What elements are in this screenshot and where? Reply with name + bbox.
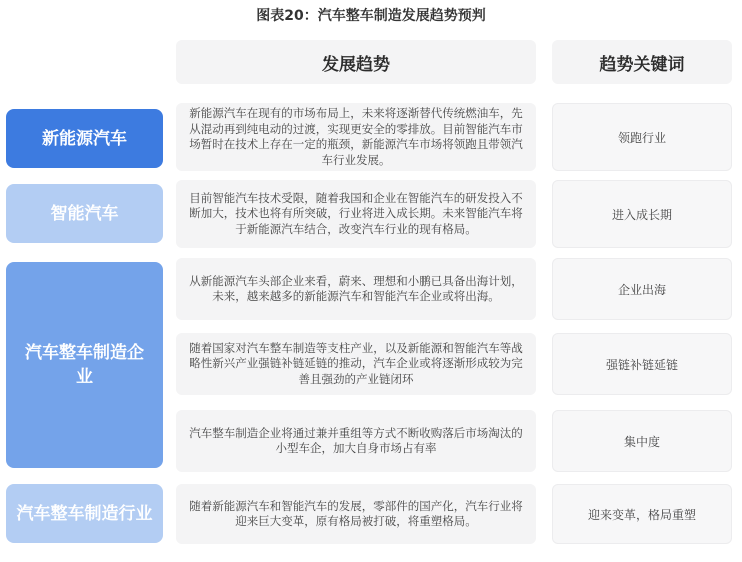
category-label: 智能汽车 [50,203,119,224]
trend-cell [176,484,536,544]
chart-title: 图表20：汽车整车制造发展趋势预判 [256,8,486,24]
trend-text: 随着新能源汽车和智能汽车的发展，零部件的国产化，汽车行业将迎来巨大变革，原有格局被打破，将重塑格局。 [189,498,523,528]
trend-text: 汽车整车制造企业将通过兼并重组等方式不断收购落后市场淘汰的小型车企，加大自身市场占有率 [189,425,523,455]
category-vehicle-enterprise [6,262,163,468]
trend-cell [176,333,536,395]
header-keyword: 趋势关键词 [552,40,732,84]
trend-cell [176,410,536,472]
trend-text: 随着国家对汽车整车制造等支柱产业，以及新能源和智能汽车等战略性新兴产业强链补链延链的推动，汽车企业或将逐渐形成较为完善且强劲的产业链闭环 [189,340,523,386]
keyword-text: 强链补链延链 [605,357,678,372]
keyword-text: 集中度 [623,434,660,449]
category-label: 新能源汽车 [42,128,127,149]
trend-cell [176,103,536,171]
category-smart-vehicle [6,184,163,243]
trend-cell [176,258,536,320]
keyword-text: 企业出海 [617,282,666,297]
category-label: 汽车整车制造行业 [16,503,153,524]
keyword-cell [552,333,732,395]
keyword-text: 领跑行业 [617,130,666,145]
keyword-cell [552,180,732,248]
keyword-text: 迎来变革，格局重塑 [587,507,696,522]
trend-cell [176,180,536,248]
keyword-cell [552,410,732,472]
category-label: 汽车整车制造企业 [25,343,144,387]
keyword-cell [552,258,732,320]
category-new-energy-vehicle [6,109,163,168]
trend-text: 新能源汽车在现有的市场布局上，未来将逐渐替代传统燃油车，先从混动再到纯电动的过渡，实现更安全的零排放。目前智能汽车市场暂时在技术上存在一定的瓶颈，新能源汽车市场将领跑且带领汽车行业发展。 [189,106,523,167]
trend-text: 从新能源汽车头部企业来看，蔚来、理想和小鹏已具备出海计划，未来，越来越多的新能源汽车和智能汽车企业或将出海。 [189,273,523,303]
trend-text: 目前智能汽车技术受限，随着我国和企业在智能汽车的研发投入不断加大，技术也将有所突破，行业将进入成长期。未来智能汽车将于新能源汽车结合，改变汽车行业的现有格局。 [189,190,523,236]
keyword-cell [552,484,732,544]
keyword-cell [552,103,732,171]
header-trend: 发展趋势 [176,40,536,84]
keyword-text: 进入成长期 [611,207,672,222]
category-vehicle-industry [6,484,163,543]
